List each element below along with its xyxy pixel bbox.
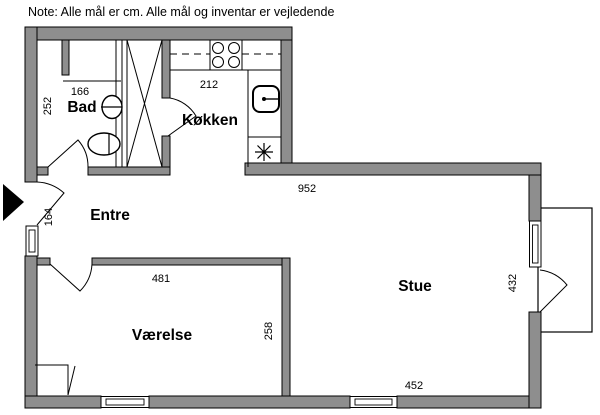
wall-bottom-right (397, 396, 541, 408)
wall-bath-stub (62, 40, 69, 75)
dim-vaerelse-width: 481 (151, 273, 171, 285)
wall-top (25, 27, 292, 40)
wall-vaerelse-top-left (37, 258, 50, 265)
wall-stue-top (245, 163, 541, 175)
room-label-kokken: Køkken (182, 112, 238, 129)
plan-note: Note: Alle mål er cm. Alle mål og inventar er vejledende (28, 5, 335, 19)
room-label-vaerelse: Værelse (131, 327, 193, 344)
bathroom-sink-icon (101, 96, 122, 119)
dim-bad-depth: 252 (42, 96, 54, 116)
dim-kokken-width: 212 (199, 79, 219, 91)
dim-stue-width-bottom: 452 (404, 380, 424, 392)
window-vaerelse-bottom (101, 397, 149, 408)
window-entre-left (26, 226, 38, 256)
wall-bottom-left (25, 396, 101, 408)
wall-vaerelse-stue (282, 258, 290, 396)
dim-vaerelse-depth: 258 (263, 321, 275, 341)
balcony (538, 208, 592, 332)
wall-vaerelse-top-right (92, 258, 290, 265)
wall-bath-bottom-left (37, 167, 48, 175)
stove-icon (210, 40, 242, 70)
toilet-icon (88, 133, 120, 155)
entrance-arrow-icon (3, 184, 24, 221)
dim-stue-depth: 432 (507, 273, 519, 293)
extractor-fan-icon (255, 143, 273, 161)
dim-bad-width: 166 (70, 86, 90, 98)
wall-kitchen-right (281, 40, 292, 163)
wall-left-lower (25, 256, 37, 408)
bedroom-door-swing (50, 264, 92, 291)
dim-entre-depth: 164 (43, 207, 55, 227)
kitchen-sink-icon (253, 86, 279, 112)
wall-bath-bottom-right (88, 167, 170, 175)
room-label-stue: Stue (398, 278, 432, 295)
ventilation-shaft-icon (127, 40, 162, 167)
wardrobe-icon (35, 365, 75, 395)
room-label-entre: Entre (90, 207, 130, 224)
bathroom-door-swing (48, 140, 88, 167)
wall-right-lower (529, 312, 541, 408)
room-label-bad: Bad (67, 99, 97, 116)
window-stue-right (530, 221, 542, 267)
window-stue-bottom (350, 397, 397, 408)
wall-bottom-middle (149, 396, 350, 408)
dim-stue-width-top: 952 (297, 183, 317, 195)
wall-kitchen-left-upper (162, 40, 170, 98)
wall-left-upper (25, 27, 37, 182)
